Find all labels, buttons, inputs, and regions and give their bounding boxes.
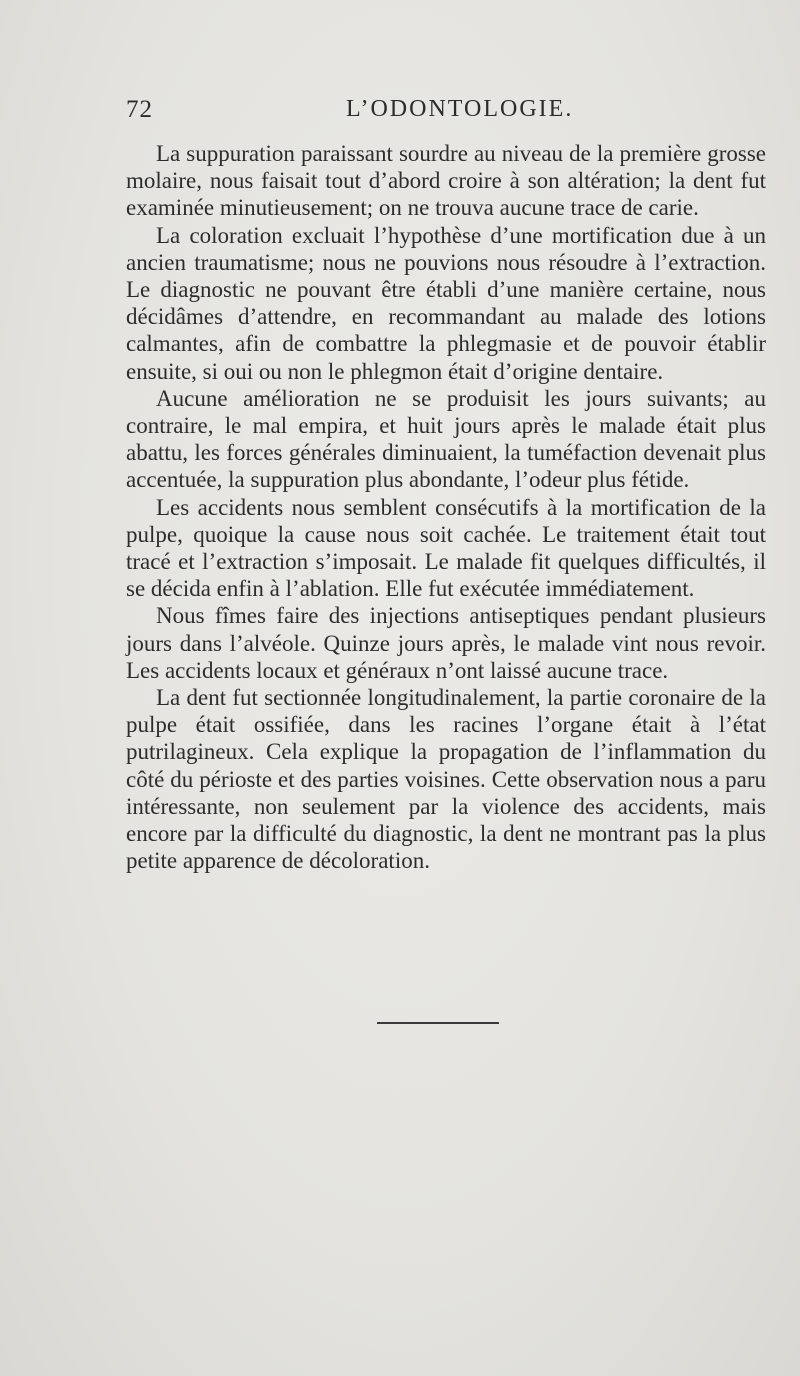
paragraph: La coloration excluait l’hypothèse d’une mortification due à un ancien traumatisme; nous ne pouvions nous résoudre à l’extraction. Le diagnostic ne pouvant être établi d’une manière certaine, nous décidâmes d’attendre, en recommandant au malade des lotions calmantes, afin de combattre la phlegmasie et de pouvoir établir ensuite, si oui ou non le phlegmon était d’origine dentaire. [126, 222, 766, 384]
paragraph: Nous fîmes faire des injections antiseptiques pendant plusieurs jours dans l’alvéole. Quinze jours après, le malade vint nous revoir. Les accidents locaux et généraux n’ont laissé aucune trace. [126, 603, 766, 683]
paragraph: Aucune amélioration ne se produisit les jours suivants; au contraire, le mal empira, et huit jours après le malade était plus abattu, les forces générales diminuaient, la tuméfaction devenait plus accentuée, la suppuration plus abondante, l’odeur plus fétide. [126, 385, 766, 493]
page-number: 72 [126, 96, 153, 123]
paragraph: La dent fut sectionnée longitudinalement, la partie coronaire de la pulpe était ossifiée, dans les racines l’organe était à l’état putrilagineux. Cela explique la propagation de l’inflammation du côté du périoste et des parties voisines. Cette observation nous a paru intéressante, non seulement par la violence des accidents, mais encore par la difficulté du diagnostic, la dent ne montrant pas la plus petite apparence de décoloration. [126, 685, 766, 874]
paragraph: La suppuration paraissant sourdre au niveau de la première grosse molaire, nous faisait tout d’abord croire à son altération; la dent fut examinée minutieusement; on ne trouva aucune trace de carie. [126, 141, 766, 221]
section-end-rule [377, 1022, 499, 1024]
paragraph: Les accidents nous semblent consécutifs à la mortification de la pulpe, quoique la cause nous soit cachée. Le traitement était tout tracé et l’extraction s’imposait. Le malade fit quelques difficultés, il se décida enfin à l’ablation. Elle fut exécutée immédiatement. [126, 494, 766, 602]
page-header [126, 96, 766, 128]
body-text [126, 140, 766, 874]
running-title: L’ODONTOLOGIE. [346, 96, 574, 122]
